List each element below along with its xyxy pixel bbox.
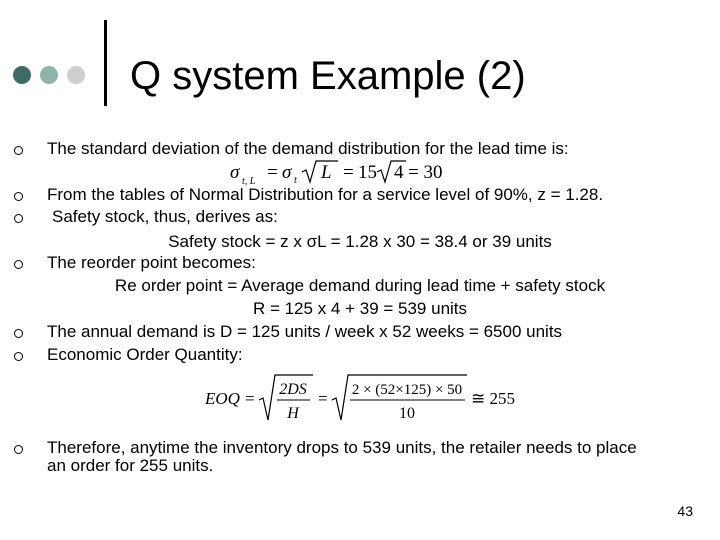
sigma-lhs-symbol: σ [230,162,240,183]
bullet-eoq: Economic Order Quantity: [47,345,243,364]
reorder-point-definition: Re order point = Average demand during lead time + safety stock [114,276,606,295]
sigma-result: = 30 [408,162,443,183]
bullet-conclusion-line1: Therefore, anytime the inventory drops to 539 units, the retailer needs to place [47,438,637,457]
page-number: 43 [677,503,693,519]
title-divider-line [104,20,107,106]
bullet-marker-icon [12,350,26,364]
sigma-equals-2: = [343,162,354,183]
eoq-denominator-2: 10 [399,405,415,422]
sigma-mid-symbol: σ [282,162,292,183]
eoq-result: ≅ 255 [471,389,515,408]
reorder-point-calculation: R = 125 x 4 + 39 = 539 units [252,299,468,318]
eoq-numerator-2: 2 × (52×125) × 50 [351,382,463,398]
bullet-safety-stock: Safety stock, thus, derives as: [52,207,278,226]
eoq-denominator-1: H [287,405,299,422]
sigma-formula [230,158,450,188]
sigma-coefficient: 15 [358,162,377,183]
sigma-radicand: 4 [394,162,404,183]
sigma-equals: = [267,162,278,183]
eoq-label: EOQ [205,389,240,408]
bullet-reorder-point: The reorder point becomes: [47,253,256,272]
eoq-equals-2: = [318,389,328,408]
sigma-L: L [321,162,332,183]
decoration-dot-medium [40,66,58,84]
bullet-conclusion-line2: an order for 255 units. [47,456,214,475]
bullet-marker-icon [12,443,26,457]
bullet-marker-icon [12,327,26,341]
slide-title: Q system Example (2) [130,54,526,98]
decoration-dot-dark [13,66,31,84]
safety-stock-calculation: Safety stock = z x σL = 1.28 x 30 = 38.4 or 39 units [168,232,552,251]
eoq-numerator-1: 2DS [279,381,307,398]
eoq-equals: = [245,389,255,408]
bullet-normal-distribution: From the tables of Normal Distribution for a service level of 90%, z = 1.28. [47,185,604,204]
decoration-dot-light [67,66,85,84]
bullet-marker-icon [12,212,26,226]
bullet-annual-demand: The annual demand is D = 125 units / week x 52 weeks = 6500 units [47,322,563,341]
sigma-mid-subscript: t [294,175,297,186]
bullet-std-deviation: The standard deviation of the demand distribution for the lead time is: [47,139,569,158]
bullet-marker-icon [12,190,26,204]
bullet-marker-icon [12,144,26,158]
sigma-lhs-subscript: t, L [242,176,256,187]
bullet-marker-icon [12,258,26,272]
eoq-formula [205,372,525,426]
sigma-radical-1 [302,161,338,182]
